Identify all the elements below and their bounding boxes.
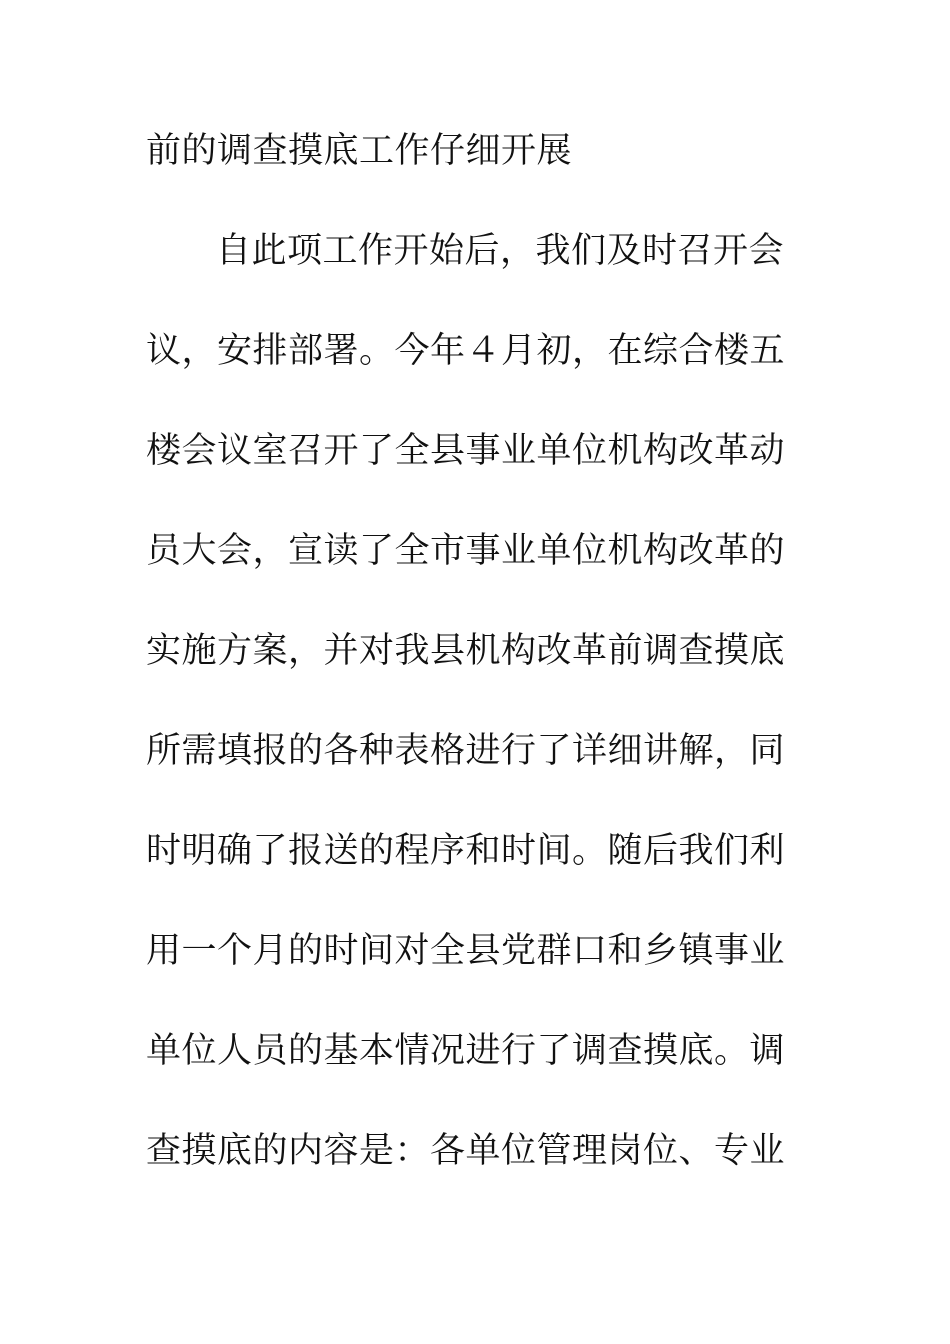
text-line-10: 单位人员的基本情况进行了调查摸底。调: [146, 1031, 786, 1071]
text-line-11: 查摸底的内容是：各单位管理岗位、专业: [146, 1131, 786, 1171]
text-line-7: 所需填报的各种表格进行了详细讲解，同: [146, 731, 786, 771]
text-line-2: 自此项工作开始后，我们及时召开会: [216, 231, 785, 271]
text-line-1: 前的调查摸底工作仔细开展: [146, 131, 573, 171]
text-line-3: 议，安排部署。今年４月初，在综合楼五: [146, 331, 786, 371]
text-line-4: 楼会议室召开了全县事业单位机构改革动: [146, 431, 786, 471]
text-line-5: 员大会，宣读了全市事业单位机构改革的: [146, 531, 786, 571]
text-line-6: 实施方案，并对我县机构改革前调查摸底: [146, 631, 786, 671]
text-line-8: 时明确了报送的程序和时间。随后我们利: [146, 831, 786, 871]
text-line-9: 用一个月的时间对全县党群口和乡镇事业: [146, 931, 786, 971]
